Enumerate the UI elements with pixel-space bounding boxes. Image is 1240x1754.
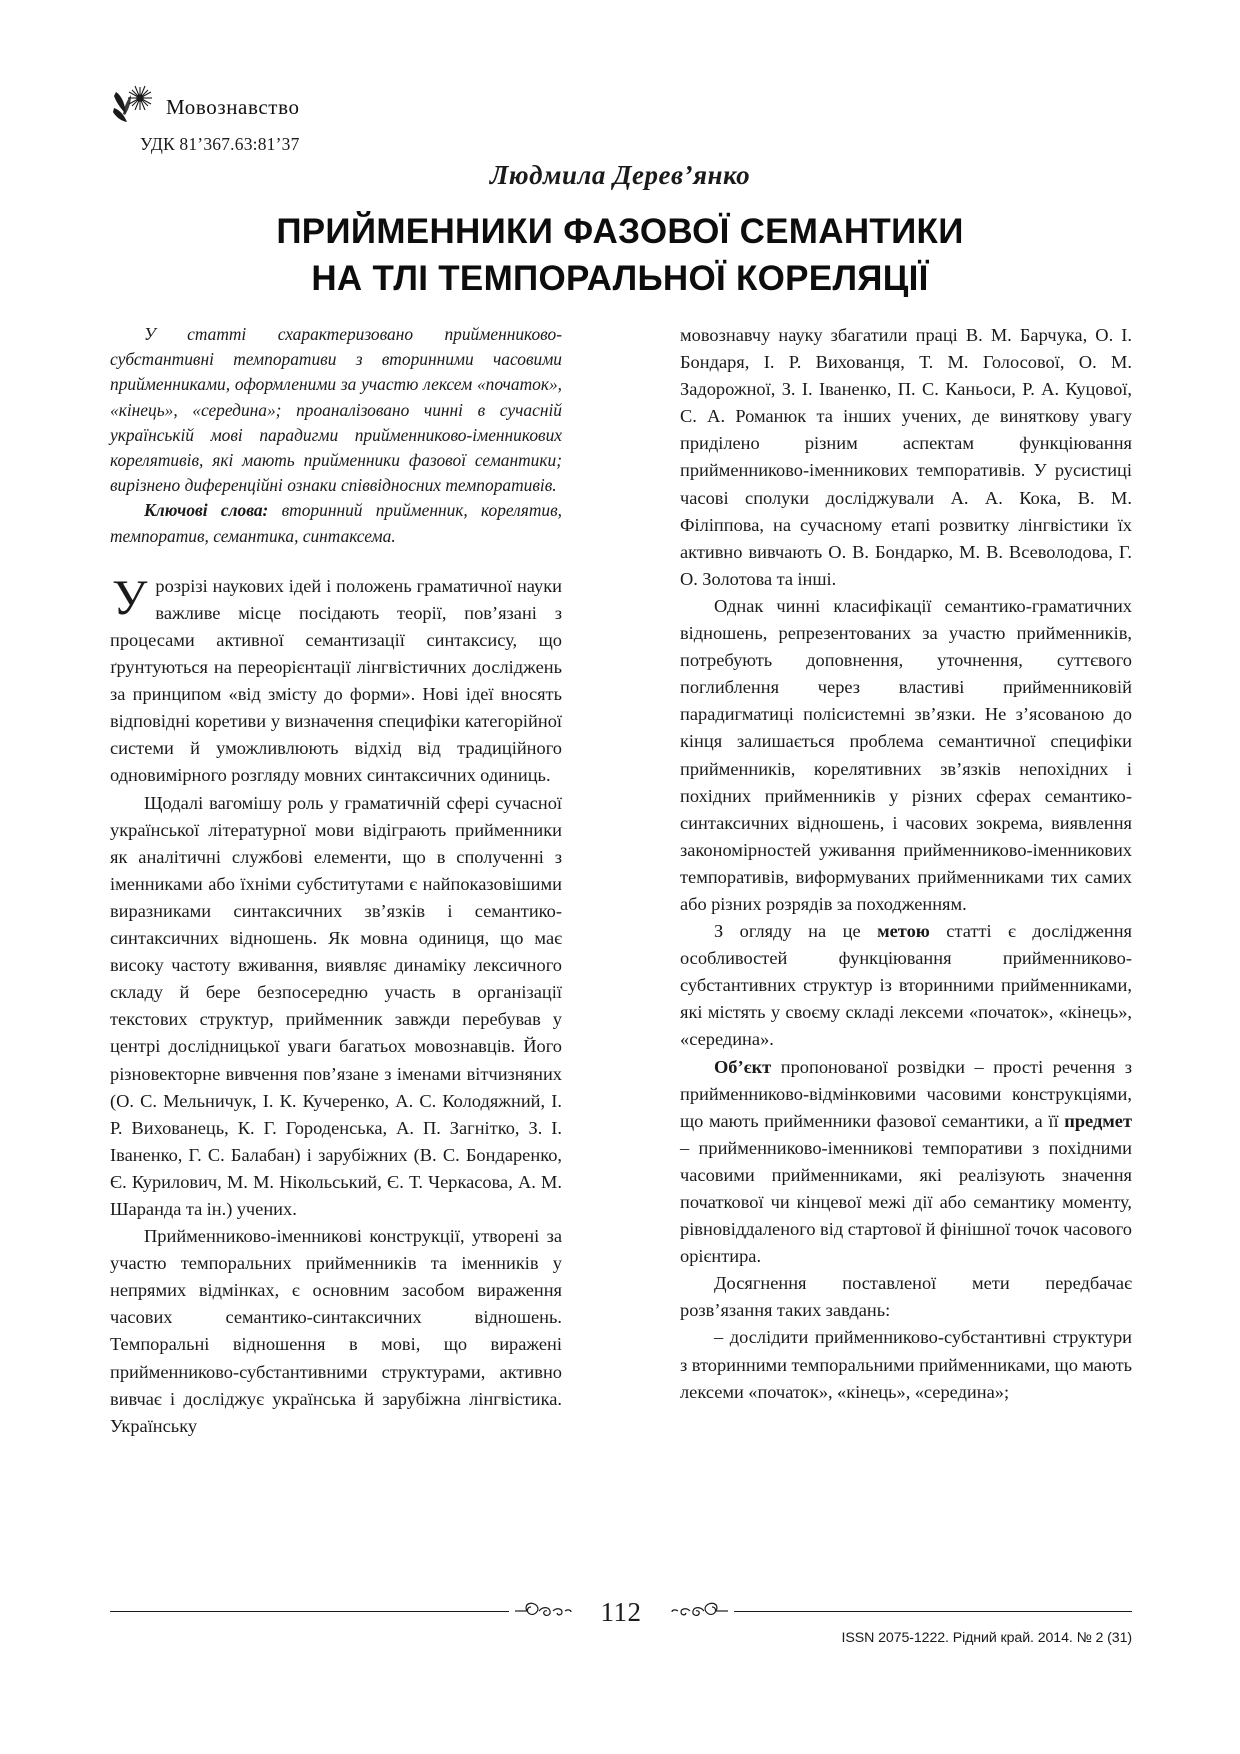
- right-paragraph-1: мовознавчу науку збагатили праці В. М. Барчука, О. І. Бондаря, І. Р. Вихованця, Т. М. Голосової, О. М. Задорожної, З. І. Іваненко, П. С. Каньоси, Р. А. Куцової, С. А. Романюк та інших учених, де виняткову увагу приділено різним аспектам функціювання прийменниково-іменникових темпоративів. У русистиці часові сполуки досліджували А. А. Кока, В. М. Філіппова, на сучасному етапі розвитку лінгвістики їх активно вивчають О. В. Бондарко, М. В. Всеволодова, Г. О. Золотова та інші.: [680, 325, 1132, 589]
- right-paragraph-2: Однак чинні класифікації семантико-граматичних відношень, репрезентованих за участю прийменників, потребують доповнення, уточнення, суттєвого поглиблення через властиві прийменниковій парадигматиці полісистемні зв’язки. Не з’ясованою до кінця залишається проблема семантичної специфіки прийменників, корелятивних зв’язків непохідних і похідних прийменників у різних сферах семантико-синтаксичних відношень, і часових зокрема, виявлення закономірностей уживання прийменниково-іменникових темпоративів, виформуваних прийменниками тих самих або різних розрядів за походженням.: [680, 595, 1132, 914]
- keywords-values: вторинний прийменник, корелятив, темпоратив, семантика, синтаксема.: [110, 500, 562, 546]
- right-paragraph-6-list-item: – дослідити прийменниково-субстантивні структури з вторинними темпоральними прийменниками, що мають лексеми «початок», «кінець», «середина»;: [680, 1327, 1132, 1402]
- right-paragraph-4: [680, 1054, 1132, 1271]
- term-object: Об’єкт: [714, 1056, 772, 1077]
- right-p4-part-b: – прийменниково-іменникові темпоративи з похідними часовими прийменниками, які реалізують значення початкової чи кінцевої межі дії або семантику моменту, рівновіддаленого від стартової й фінішної точок часового орієнтира.: [680, 1137, 1132, 1267]
- floral-leaf-ornament-icon: [112, 82, 158, 124]
- page-footer: [110, 1596, 1132, 1656]
- footer-rule-right: [734, 1611, 1133, 1612]
- left-paragraph-2: Щодалі вагомішу роль у граматичній сфері сучасної української літературної мови відіграють прийменники як аналітичні службові елементи, що в сполученні з іменниками або їхніми субститутами є найпоказовішими виразниками синтаксичних зв’язків і семантико-синтаксичних відношень. Як мовна одиниця, що має високу частоту вживання, виявляє динаміку лексичного складу й бере безпосередню участь в організації текстових структур, прийменник завжди перебував у центрі дослідницької уваги багатьох мовознавців. Його різновекторне вивчення пов’язане з іменами вітчизняних (О. С. Мельничук, І. К. Кучеренко, А. С. Колодяжний, І. Р. Вихованець, К. Г. Городенська, А. П. Загнітко, З. І. Іваненко, Г. С. Балабан) і зарубіжних (В. С. Бондаренко, Є. Курилович, М. М. Нікольський, Є. Т. Черкасова, А. М. Шаранда та ін.) учених.: [110, 792, 562, 1219]
- article-body: [110, 322, 1132, 1562]
- left-paragraph-3: Прийменниково-іменникові конструкції, утворені за участю темпоральних прийменників та іменників у непрямих відмінках, є основним засобом вираження часових семантико-синтаксичних відношень. Темпоральні відношення в мові, що виражені прийменниково-субстантивними структурами, активно вивчає і досліджує українська й зарубіжна лінгвістика. Українську: [110, 1226, 562, 1436]
- keywords-line: [110, 498, 562, 548]
- right-p3-part-b: статті є дослідження особливостей функціювання прийменниково-субстантивних структур із вторинними прийменниками, які містять у своєму складі лексеми «початок», «кінець», «середина».: [680, 921, 1133, 1050]
- keywords-label: Ключові слова:: [144, 500, 269, 521]
- author-name: Людмила Дерев’янко: [489, 160, 751, 190]
- term-subject: предмет: [1064, 1110, 1132, 1131]
- column-left: [110, 322, 562, 1562]
- left-paragraph-1: розрізі наукових ідей і положень граматичної науки важливе місце посідають теорії, пов’язані з процесами активної семантизації синтаксису, що ґрунтуються на переорієнтації лінгвістичних досліджень за принципом «від змісту до форми». Нові ідеї вносять відповідні коретиви у визначення специфіки категорійної системи й уможливлюють відхід від традиційного одновимірного розгляду мовних синтаксичних одиниць.: [110, 575, 562, 786]
- running-head-title: Мовознавство: [166, 95, 300, 119]
- running-head-rule: [300, 117, 1132, 122]
- running-head: [112, 76, 1132, 122]
- drop-cap: У: [112, 568, 148, 625]
- paragraph-with-dropcap: [110, 568, 562, 790]
- udc-code: УДК 81’367.63:81’37: [140, 134, 300, 154]
- page-title-line-1: ПРИЙМЕННИКИ ФАЗОВОЇ СЕМАНТИКИ: [276, 212, 964, 251]
- page-number: 112: [600, 1596, 642, 1627]
- right-paragraph-5: Досягнення поставленої мети передбачає розв’язання таких завдань:: [680, 1273, 1132, 1321]
- page-title-line-2: НА ТЛІ ТЕМПОРАЛЬНОЇ КОРЕЛЯЦІЇ: [311, 259, 929, 298]
- right-p3-part-a: З огляду на це: [714, 921, 878, 942]
- footer-rule-left: [110, 1611, 509, 1612]
- issn-line: ISSN 2075-1222. Рідний край. 2014. № 2 (31): [841, 1630, 1132, 1646]
- swirl-flourish-left-icon: [513, 1598, 575, 1624]
- term-meta: метою: [877, 921, 930, 942]
- right-paragraph-3: [680, 918, 1132, 1053]
- page-title: [160, 208, 1080, 302]
- swirl-flourish-right-icon: [668, 1598, 730, 1624]
- right-p4-part-a: пропонованої розвідки – прості речення з прийменниково-відмінковими часовими конструкціями, що мають прийменники фазової семантики, а її: [680, 1056, 1132, 1131]
- abstract-text: У статті схарактеризовано прийменниково-субстантивні темпоративи з вторинними часовими прийменниками, оформленими за участю лексем «початок», «кінець», «середина»; проаналізовано чинні в сучасній українській мові парадигми прийменниково-іменникових корелятивів, які мають прийменники фазової семантики; вирізнено диференційні ознаки співвідносних темпоративів.: [110, 324, 562, 496]
- column-right: [680, 322, 1132, 1562]
